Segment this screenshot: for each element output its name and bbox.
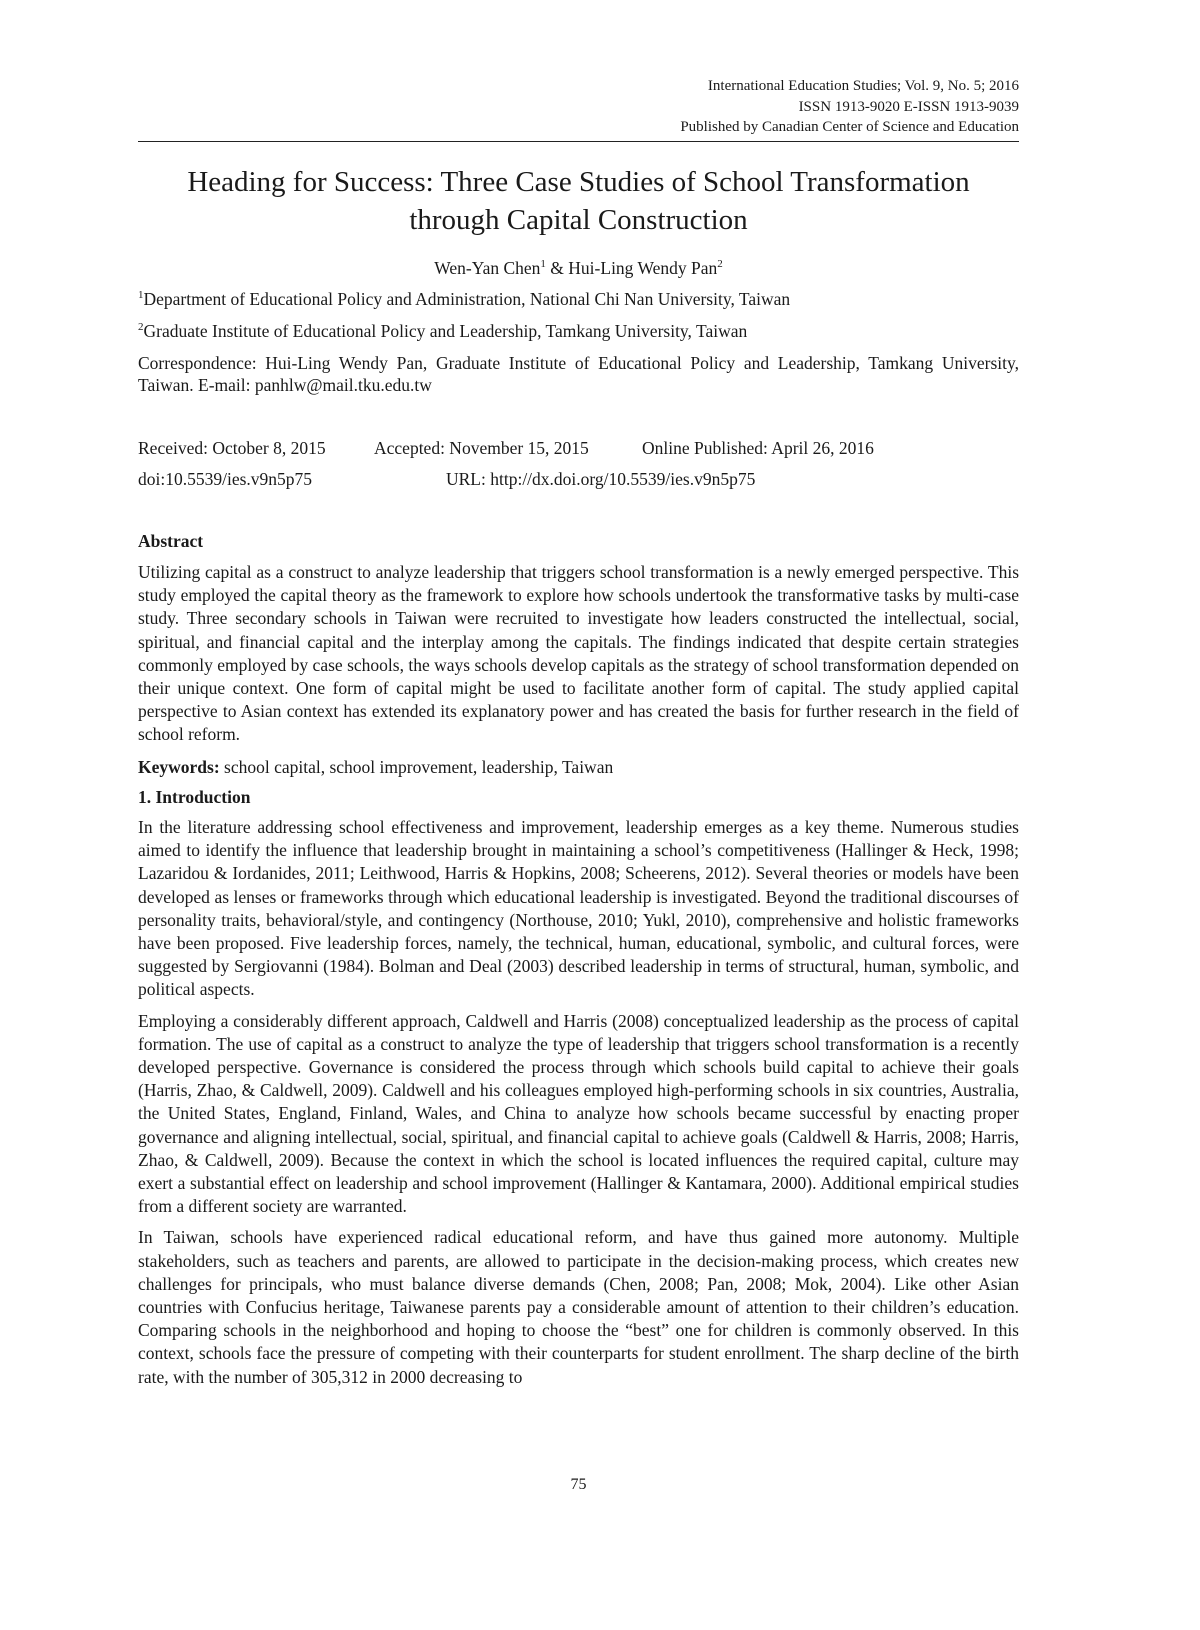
received-date: Received: October 8, 2015 (138, 438, 326, 458)
abstract-heading: Abstract (138, 531, 204, 551)
abstract-text: Utilizing capital as a construct to analyze leadership that triggers school transformation is a newly emerged perspective. This study employed the capital theory as the framework to explore how schools undertook the transformative tasks by multi-case study. Three secondary schools in Taiwan were recruited to investigate how leaders constructed the intellectual, social, spiritual, and financial capital and the interplay among the capitals. The findings indicated that despite certain strategies commonly employed by case schools, the ways schools develop capitals as the strategy of school transformation depended on their unique context. One form of capital might be used to facilitate another form of capital. The study applied capital perspective to Asian context has extended its explanatory power and has created the basis for further research in the field of school reform. (138, 562, 1019, 745)
title-line-2: through Capital Construction (409, 204, 748, 236)
affiliation-text: Graduate Institute of Educational Policy and Leadership, Tamkang University, Taiwan (143, 321, 748, 341)
publisher-info: Published by Canadian Center of Science and Education (680, 119, 1019, 135)
keywords-label: Keywords: (138, 757, 220, 777)
author-affiliation-mark: 2 (717, 258, 723, 271)
online-published-date: Online Published: April 26, 2016 (642, 438, 874, 458)
issn-info: ISSN 1913-9020 E-ISSN 1913-9039 (798, 98, 1019, 115)
title-line-1: Heading for Success: Three Case Studies of School Transformation (187, 166, 970, 198)
author-affiliation-mark: 1 (540, 258, 546, 271)
affiliation-mark: 2 (138, 321, 144, 334)
accepted-date: Accepted: November 15, 2015 (374, 438, 589, 458)
paragraph: In Taiwan, schools have experienced radical educational reform, and have thus gained more autonomy. Multiple stakeholders, such as teachers and parents, are allowed to participate in the decision-making process, which creates new challenges for principals, who must balance diverse demands (Chen, 2008; Pan, 2008; Mok, 2004). Like other Asian countries with Confucius heritage, Taiwanese parents pay a considerable amount of attention to their children’s education. Comparing schools in the neighborhood and hoping to choose the “best” one for children is commonly observed. In this context, schools face the pressure of competing with their counterparts for student enrollment. The sharp decline of the birth rate, with the number of 305,312 in 2000 decreasing to (138, 1227, 1019, 1387)
introduction-body (138, 816, 1019, 1389)
affiliation-text: Department of Educational Policy and Administration, National Chi Nan University, Taiwan (143, 289, 791, 309)
paragraph: In the literature addressing school effectiveness and improvement, leadership emerges as a key theme. Numerous studies aimed to identify the influence that leadership brought in maintaining a school’s competitiveness (Hallinger & Heck, 1998; Lazaridou & Iordanides, 2011; Leithwood, Harris & Hopkins, 2008; Scheerens, 2012). Several theories or models have been developed as lenses or frameworks through which educational leadership is investigated. Beyond the traditional discourses of personality traits, behavioral/style, and contingency (Northouse, 2010; Yukl, 2010), comprehensive and holistic frameworks have been proposed. Five leadership forces, namely, the technical, human, educational, symbolic, and cultural forces, were suggested by Sergiovanni (1984). Bolman and Deal (2003) described leadership in terms of structural, human, symbolic, and political aspects. (138, 817, 1019, 1000)
affiliation-2 (138, 320, 1019, 342)
affiliation-mark: 1 (138, 289, 144, 302)
author-separator: & (545, 258, 569, 278)
affiliation-1 (138, 288, 1019, 310)
correspondence: Correspondence: Hui-Ling Wendy Pan, Graduate Institute of Educational Policy and Leadership, Tamkang University, Taiwan. E-mail: panhlw@mail.tku.edu.tw (138, 353, 1019, 395)
author-list (138, 257, 1019, 279)
keywords (138, 756, 1019, 778)
paragraph: Employing a considerably different approach, Caldwell and Harris (2008) conceptualized leadership as the process of capital formation. The use of capital as a construct to analyze the type of leadership that triggers school transformation is a recently developed perspective. Governance is considered the process through which schools build capital to achieve their goals (Harris, Zhao, & Caldwell, 2009). Caldwell and his colleagues employed high-performing schools in six countries, Australia, the United States, England, Finland, Wales, and China to analyze how schools became successful by enacting proper governance and aligning intellectual, social, spiritual, and financial capital to achieve goals (Caldwell & Harris, 2008; Harris, Zhao, & Caldwell, 2009). Because the context in which the school is located influences the required capital, culture may exert a substantial effect on leadership and school improvement (Hallinger & Kantamara, 2000). Additional empirical studies from a different society are warranted. (138, 1010, 1019, 1217)
journal-info: International Education Studies; Vol. 9, No. 5; 2016 (707, 78, 1019, 94)
section-heading-introduction: 1. Introduction (138, 787, 251, 807)
author-name: Wen-Yan Chen (434, 258, 541, 278)
keywords-text: school capital, school improvement, leadership, Taiwan (219, 757, 614, 777)
paper-title (138, 163, 1019, 239)
doi-url-link[interactable]: URL: http://dx.doi.org/10.5539/ies.v9n5p75 (446, 469, 756, 489)
doi: doi:10.5539/ies.v9n5p75 (138, 469, 313, 489)
author-name: Hui-Ling Wendy Pan (568, 258, 718, 278)
running-header (138, 76, 1019, 142)
abstract (138, 561, 1019, 747)
page-number: 75 (570, 1476, 587, 1493)
